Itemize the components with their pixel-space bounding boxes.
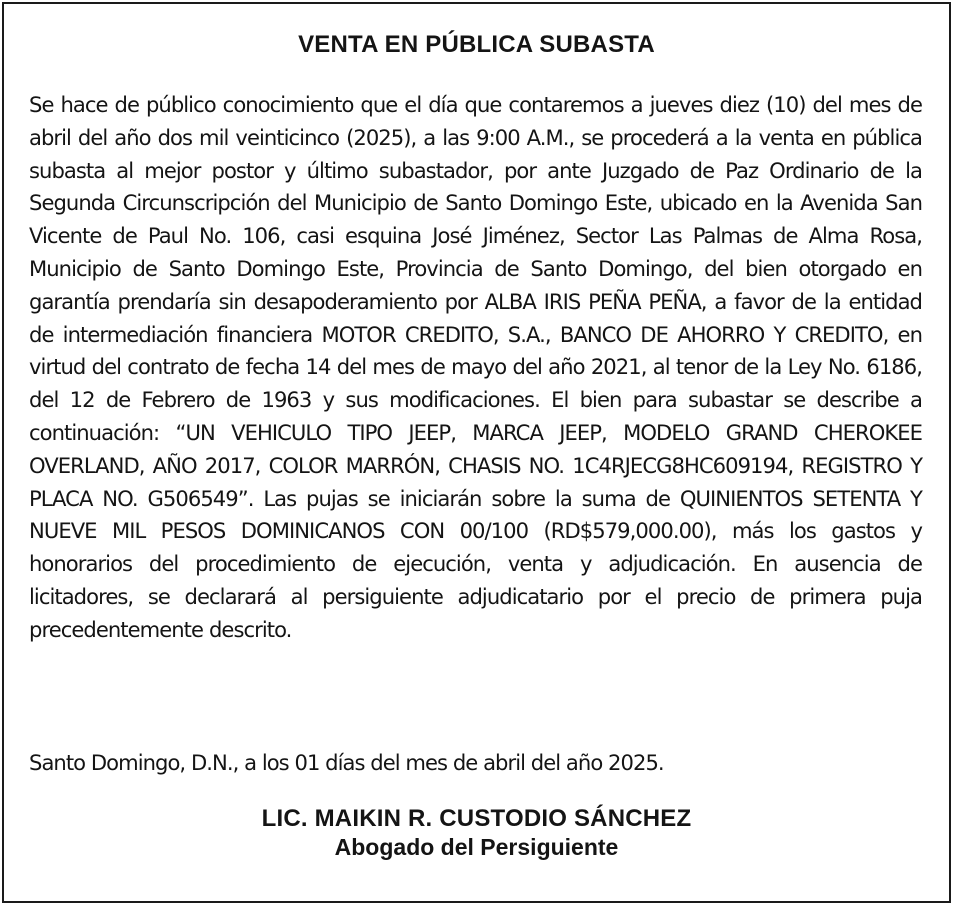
legal-notice: [2, 2, 951, 903]
signature-block: [4, 804, 949, 861]
signature-role: Abogado del Persiguiente: [334, 834, 619, 860]
notice-title: VENTA EN PÚBLICA SUBASTA: [298, 31, 655, 58]
signature-name: LIC. MAIKIN R. CUSTODIO SÁNCHEZ: [261, 805, 692, 832]
notice-closing: Santo Domingo, D.N., a los 01 días del mes de abril del año 2025.: [29, 750, 664, 775]
notice-body: Se hace de público conocimiento que el día que contaremos a jueves diez (10) del mes de abril del año dos mil veinticinco (2025), a las 9:00 A.M., se procederá a la venta en pública subasta al mejor postor y último subastador, por ante Juzgado de Paz Ordinario de la Segunda Circunscripción del Municipio de Santo Domingo Este, ubicado en la Avenida San Vicente de Paul No. 106, casi esquina José Jiménez, Sector Las Palmas de Alma Rosa, Municipio de Santo Domingo Este, Provincia de Santo Domingo, del bien otorgado en garantía prendaría sin desapoderamiento por ALBA IRIS PEÑA PEÑA, a favor de la entidad de intermediación financiera MOTOR CREDITO, S.A., BANCO DE AHORRO Y CREDITO, en virtud del contrato de fecha 14 del mes de mayo del año 2021, al tenor de la Ley No. 6186, del 12 de Febrero de 1963 y sus modificaciones. El bien para subastar se describe a continuación: “UN VEHICULO TIPO JEEP, MARCA JEEP, MODELO GRAND CHEROKEE OVERLAND, AÑO 2017, COLOR MARRÓN, CHASIS NO. 1C4RJECG8HC609194, REGISTRO Y PLACA NO. G506549”. Las pujas se iniciarán sobre la suma de QUINIENTOS SETENTA Y NUEVE MIL PESOS DOMINICANOS CON 00/100 (RD$579,000.00), más los gastos y honorarios del procedimiento de ejecución, venta y adjudicación. En ausencia de licitadores, se declarará al persiguiente adjudicatario por el precio de primera puja precedentemente descrito.: [29, 92, 922, 642]
